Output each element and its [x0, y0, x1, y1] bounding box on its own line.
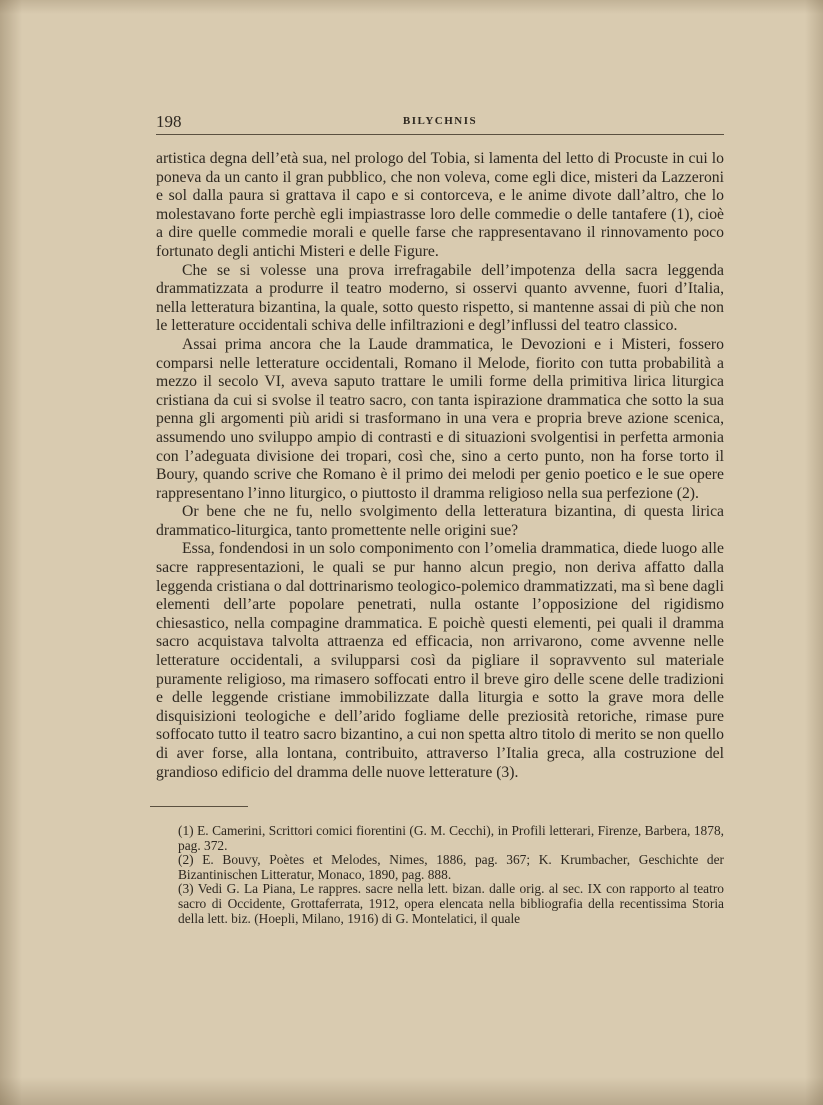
- paragraph-5: Essa, fondendosi in un solo componimento con l’omelia drammatica, diede luogo alle sacre rappresentazioni, le quali se pur hanno alcun pregio, non deriva affatto dalla leggenda cristiana o dal dottrinarismo teologico-polemico drammatizzati, ma sì bene dagli elementi dell’arte popolare penetrati, nulla ostante l’opposizione del rigidismo chiesastico, nella compagine drammatica. E poichè questi elementi, pei quali il dramma sacro acquistava talvolta attraenza ed efficacia, non arrivarono, come avvenne nelle letterature occidentali, a svilupparsi così da pigliare il sopravvento sul materiale puramente religioso, ma rimasero soffocati entro il breve giro delle scene delle tradizioni e delle leggende cristiane immobilizzate dalla liturgia e sotto la grave mora delle disquisizioni teologiche e dell’arido fogliame delle preziosità retoriche, rimase pure soffocato tutto il teatro sacro bizantino, a cui non spetta altro titolo di merito se non quello di aver forse, alla lontana, contribuito, attraverso l’Italia greca, alla costruzione del grandioso edificio del dramma delle nuove letterature (3).: [156, 540, 724, 781]
- page-number: 198: [156, 112, 182, 131]
- page-header: [156, 112, 724, 135]
- body-text: [156, 150, 724, 782]
- footnote-1: (1) E. Camerini, Scrittori comici fiorentini (G. M. Cecchi), in Profili letterari, Firenze, Barbera, 1878, pag. 372.: [178, 823, 724, 853]
- running-head: BILYCHNIS: [402, 115, 478, 127]
- footnote-2: (2) E. Bouvy, Poètes et Melodes, Nimes, 1886, pag. 367; K. Krumbacher, Geschichte der Bizantinischen Litteratur, Monaco, 1890, pag. 888.: [178, 852, 724, 882]
- footnotes: [178, 824, 724, 926]
- footnote-3: (3) Vedi G. La Piana, Le rappres. sacre nella lett. bizan. dalle orig. al sec. IX con rapporto al teatro sacro di Occidente, Grottaferrata, 1912, opera elencata nella bibliografia della recentissima Storia della lett. biz. (Hoepli, Milano, 1916) di G. Montelatici, il quale: [178, 881, 724, 926]
- paragraph-1: artistica degna dell’età sua, nel prologo del Tobia, si lamenta del letto di Procuste in cui lo poneva da un canto il gran pubblico, che non voleva, come egli dice, misteri da Lazzeroni e sol dalla paura si grattava il capo e si contorceva, e le anime divote dall’altro, che lo molestavano forte perchè egli impiastrasse loro delle commedie o delle tantafere (1), cioè a dire quelle commedie morali e quelle farse che rappresentavano il rinnovamento poco fortunato degli antichi Misteri e delle Figure.: [156, 150, 724, 260]
- paragraph-2: Che se si volesse una prova irrefragabile dell’impotenza della sacra leggenda drammatizzata a produrre il teatro moderno, si osservi quanto avvenne, fuori d’Italia, nella letteratura bizantina, la quale, sotto questo rispetto, si mantenne assai di più che non le letterature occidentali schiva delle infiltrazioni e degl’influssi del teatro classico.: [156, 261, 724, 335]
- paragraph-3: Assai prima ancora che la Laude drammatica, le Devozioni e i Misteri, fossero comparsi nelle letterature occidentali, Romano il Melode, fiorito con tutta probabilità a mezzo il secolo VI, aveva saputo trattare le umili forme della primitiva lirica liturgica cristiana da cui si svolse il teatro sacro, con tanta ispirazione drammatica che sotto la sua penna gli argomenti più aridi si trasformano in una vera e propria breve azione scenica, assumendo uno sviluppo ampio di contrasti e di situazioni svolgentisi in perfetta armonia con l’adeguata divisione dei tropari, così che, sino a certo punto, non ha forse torto il Boury, quando scrive che Romano è il primo dei melodi per genio poetico e le sue opere rappresentano l’inno liturgico, o piuttosto il dramma religioso nella sua perfezione (2).: [156, 335, 724, 502]
- footnote-divider: [150, 806, 248, 807]
- paragraph-4: Or bene che ne fu, nello svolgimento della letteratura bizantina, di questa lirica drammatico-liturgica, tanto promettente nelle origini sue?: [156, 503, 724, 539]
